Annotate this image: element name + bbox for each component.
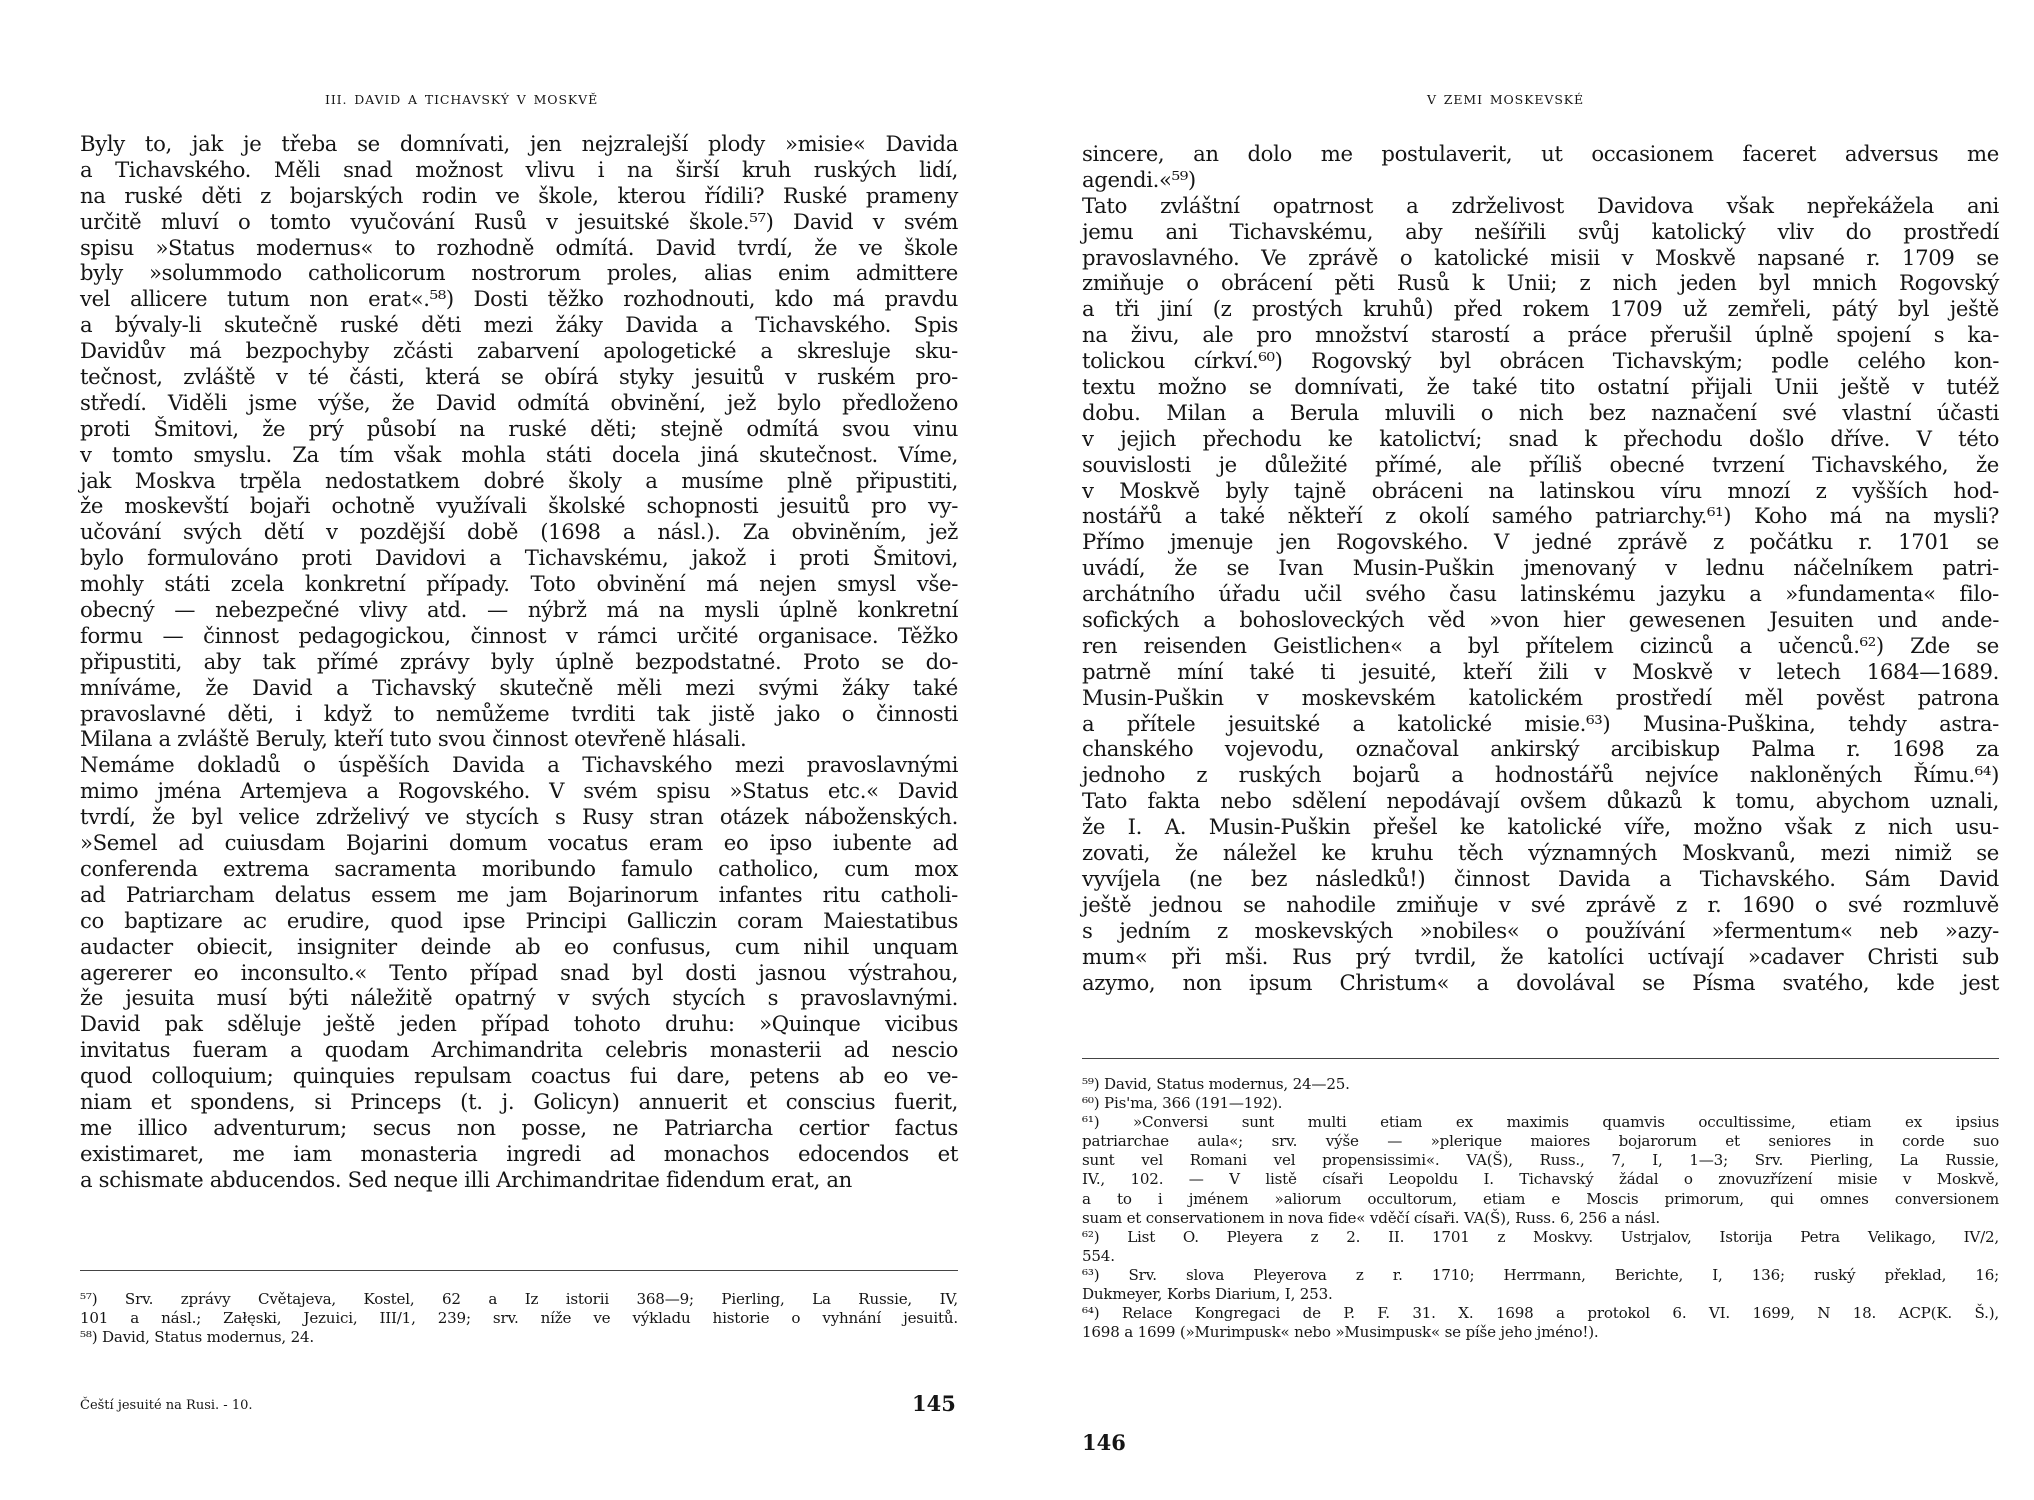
text-line: audacter obiecit, insigniter deinde ab eo confusus, cum nihil unquam — [80, 933, 958, 959]
text-line: azymo, non ipsum Christum« a dovolával se Písma svatého, kde jest — [1082, 969, 1999, 995]
text-line: připustiti, aby tak přímé zprávy byly úplně bezpodstatné. Proto se do- — [80, 648, 958, 674]
text-line: a Tichavského. Měli snad možnost vlivu i na širší kruh ruských lidí, — [80, 156, 958, 182]
text-line: s jedním z moskevských »nobiles« o používání »fermentum« neb »azy- — [1082, 917, 1999, 943]
footnote-line: a to i jménem »aliorum occultorum, etiam e Moscis primorum, qui omnes conversionem — [1082, 1189, 1999, 1208]
text-line: učování svých dětí v pozdější době (1698 a násl.). Za obviněním, jež — [80, 519, 958, 545]
text-line: souvislosti je důležité přímé, ale příliš obecné tvrzení Tichavského, že — [1082, 451, 1999, 477]
text-line: me illico adventurum; secus non posse, ne Patriarcha certior factus — [80, 1114, 958, 1140]
footnote-line: ⁶⁴) Relace Kongregaci de P. F. 31. X. 1698 a protokol 6. VI. 1699, N 18. ACP(K. Š.), — [1082, 1304, 1999, 1323]
text-line: středí. Viděli jsme výše, že David odmítá obvinění, jež bylo předloženo — [80, 389, 958, 415]
text-line: vel allicere tutum non erat«.⁵⁸) Dosti těžko rozhodnouti, kdo má pravdu — [80, 286, 958, 312]
text-line: že jesuita musí býti náležitě opatrný v svých stycích s pravoslavnými. — [80, 985, 958, 1011]
footnote-line: ⁵⁸) David, Status modernus, 24. — [80, 1328, 315, 1347]
text-line: formu — činnost pedagogickou, činnost v rámci určité organisace. Těžko — [80, 622, 958, 648]
footnote-rule — [80, 1270, 958, 1271]
text-line: mohly státi zcela konkretní případy. Toto obvinění má nejen smysl vše- — [80, 571, 958, 597]
text-line: že moskevští bojaři ochotně využívali školské schopnosti jesuitů pro vy- — [80, 493, 958, 519]
text-line: textu možno se domnívati, že také tito ostatní přijali Unii ještě v tutéž — [1082, 374, 1999, 400]
text-line: a schismate abducendos. Sed neque illi Archimandritae fidendum erat, an — [80, 1166, 852, 1192]
text-line: uvádí, že se Ivan Musin-Puškin jmenovaný v lednu náčelníkem patri- — [1082, 555, 1999, 581]
text-line: proti Šmitovi, že prý působí na ruské děti; stejně odmítá svou vinu — [80, 415, 958, 441]
footnotes — [1082, 1075, 1999, 1342]
text-line: jak Moskva trpěla nedostatkem dobré školy a musíme plně připustiti, — [80, 467, 958, 493]
text-line: sofických a bohosloveckých věd »von hier gewesenen Jesuiten und ande- — [1082, 607, 1999, 633]
text-line: agererer eo inconsulto.« Tento případ snad byl dosti jasnou výstrahou, — [80, 959, 958, 985]
text-line: zovati, že náležel ke kruhu těch významných Moskvanů, mezi nimiž se — [1082, 840, 1999, 866]
text-line: nostářů a také někteří z okolí samého patriarchy.⁶¹) Koho má na mysli? — [1082, 503, 1999, 529]
text-line: na ruské děti z bojarských rodin ve škole, kterou řídili? Ruské prameny — [80, 182, 958, 208]
text-line: conferenda extrema sacramenta moribundo famulo catholico, cum mox — [80, 855, 958, 881]
footnote-line: suam et conservationem in nova fide« vděčí císaři. VA(Š), Russ. 6, 256 a násl. — [1082, 1208, 1660, 1227]
text-line: »Semel ad cuiusdam Bojarini domum vocatus eram eo ipso iubente ad — [80, 830, 958, 856]
footnote-line: patriarchae aula«; srv. výše — »plerique maiores bojarorum et seniores in corde suo — [1082, 1132, 1999, 1151]
text-line: v tomto smyslu. Za tím však mohla státi docela jiná skutečnost. Víme, — [80, 441, 958, 467]
text-line: Tato zvláštní opatrnost a zdrželivost Davidova však nepřekážela ani — [1082, 192, 1999, 218]
text-line: sincere, an dolo me postulaverit, ut occasionem faceret adversus me — [1082, 141, 1999, 166]
text-line: Davidův má bezpochyby zčásti zabarvení apologetické a skresluje sku- — [80, 338, 958, 364]
footnote-line: 1698 a 1699 (»Murimpusk« nebo »Musimpusk« se píše jeho jméno!). — [1082, 1323, 1599, 1342]
text-line: bylo formulováno proti Davidovi a Tichavskému, jakož i proti Šmitovi, — [80, 545, 958, 571]
text-line: quod colloquium; quinquies repulsam coactus fui dare, petens ab eo ve- — [80, 1063, 958, 1089]
text-line: na živu, ale pro množství starostí a práce přerušil úplně spojení s ka- — [1082, 322, 1999, 348]
text-line: byly »solummodo catholicorum nostrorum proles, alias enim admittere — [80, 260, 958, 286]
text-line: ad Patriarcham delatus essem me jam Bojarinorum infantes ritu catholi- — [80, 881, 958, 907]
footnote-line: 101 a násl.; Załęski, Jezuici, III/1, 239; srv. níže ve výkladu historie o vyhnání jesuitů. — [80, 1309, 958, 1328]
text-line: co baptizare ac erudire, quod ipse Principi Galliczin coram Maiestatibus — [80, 907, 958, 933]
text-line: spisu »Status modernus« to rozhodně odmítá. David tvrdí, že ve škole — [80, 234, 958, 260]
text-line: v jejich přechodu ke katolictví; snad k přechodu došlo dříve. V této — [1082, 425, 1999, 451]
right-page — [1017, 0, 2034, 1500]
footnote-line: IV., 102. — V listě císaři Leopoldu I. Tichavský žádal o znovuzřízení misie v Moskvě, — [1082, 1170, 1999, 1189]
text-line: tvrdí, že byl velice zdrželivý ve stycích s Rusy stran otázek náboženských. — [80, 804, 958, 830]
text-line: agendi.«⁵⁹) — [1082, 166, 1196, 192]
text-line: a přítele jesuitské a katolické misie.⁶³) Musina-Puškina, tehdy astra- — [1082, 710, 1999, 736]
text-line: Byly to, jak je třeba se domnívati, jen nejzralejší plody »misie« Davida — [80, 131, 958, 156]
text-line: invitatus fueram a quodam Archimandrita celebris monasterii ad nescio — [80, 1037, 958, 1063]
footnote-line: sunt vel Romani vel propensissimi«. VA(Š), Russ., 7, I, 1—3; Srv. Pierling, La Russie, — [1082, 1151, 1999, 1170]
footnote-rule — [1082, 1058, 1999, 1059]
text-line: ren reisenden Geistlichen« a byl přítelem cizinců a učenců.⁶²) Zde se — [1082, 632, 1999, 658]
text-line: mum« při mši. Rus prý tvrdil, že katolíci uctívají »cadaver Christi sub — [1082, 943, 1999, 969]
text-line: David pak sděluje ještě jeden případ tohoto druhu: »Quinque vicibus — [80, 1011, 958, 1037]
page-number: 146 — [1082, 1430, 1126, 1455]
text-line: existimaret, me iam monasteria ingredi ad monachos edocendos et — [80, 1140, 958, 1166]
text-line: archátního úřadu učil svého času latinskému jazyku a »fundamenta« filo- — [1082, 581, 1999, 607]
running-head: III. DAVID A TICHAVSKÝ V MOSKVĚ — [325, 92, 599, 107]
text-line: v Moskvě byly tajně obráceni na latinskou víru mnozí z vyšších hod- — [1082, 477, 1999, 503]
text-line: patrně míní také ti jesuité, kteří žili v Moskvě v letech 1684—1689. — [1082, 658, 1999, 684]
text-line: jednoho z ruských bojarů a hodnostářů nejvíce nakloněných Římu.⁶⁴) — [1082, 762, 1999, 788]
body-text — [80, 131, 958, 1193]
text-line: Musin-Puškin v moskevském katolickém prostředí měl pověst patrona — [1082, 684, 1999, 710]
running-head: V ZEMI MOSKEVSKÉ — [1427, 92, 1585, 107]
text-line: dobu. Milan a Berula mluvili o nich bez naznačení své vlastní účasti — [1082, 399, 1999, 425]
footnote-line: ⁵⁷) Srv. zprávy Cvětajeva, Kostel, 62 a Iz istorii 368—9; Pierling, La Russie, IV, — [80, 1290, 958, 1308]
text-line: obecný — nebezpečné vlivy atd. — nýbrž má na mysli úplně konkretní — [80, 597, 958, 623]
text-line: tolickou církví.⁶⁰) Rogovský byl obrácen Tichavským; podle celého kon- — [1082, 348, 1999, 374]
footnote-line: ⁶⁰) Pis'ma, 366 (191—192). — [1082, 1094, 1283, 1113]
footnote-line: Dukmeyer, Korbs Diarium, I, 253. — [1082, 1285, 1333, 1304]
text-line: chanského vojevodu, označoval ankirský arcibiskup Palma r. 1698 za — [1082, 736, 1999, 762]
footnotes — [80, 1290, 958, 1347]
text-line: zmiňuje o obrácení pěti Rusů k Unii; z nich jeden byl mnich Rogovský — [1082, 270, 1999, 296]
text-line: Tato fakta nebo sdělení nepodávají ovšem důkazů k tomu, abychom uznali, — [1082, 788, 1999, 814]
text-line: ještě jednou se nahodile zmiňuje v své zprávě z r. 1690 o své rozmluvě — [1082, 891, 1999, 917]
footnote-line: ⁵⁹) David, Status modernus, 24—25. — [1082, 1075, 1350, 1093]
text-line: a bývaly-li skutečně ruské děti mezi žáky Davida a Tichavského. Spis — [80, 312, 958, 338]
text-line: jemu ani Tichavskému, aby nešířili svůj katolický vliv do prostředí — [1082, 218, 1999, 244]
text-line: Přímo jmenuje jen Rogovského. V jedné zprávě z počátku r. 1701 se — [1082, 529, 1999, 555]
text-line: pravoslavného. Ve zprávě o katolické misii v Moskvě napsané r. 1709 se — [1082, 244, 1999, 270]
text-line: a tři jiní (z prostých kruhů) před rokem 1709 už zemřeli, pátý byl ještě — [1082, 296, 1999, 322]
body-text — [1082, 141, 1999, 995]
text-line: Milana a zvláště Beruly, kteří tuto svou činnost otevřeně hlásali. — [80, 726, 747, 752]
text-line: pravoslavné děti, i když to nemůžeme tvrditi tak jistě jako o činnosti — [80, 700, 958, 726]
footnote-line: ⁶³) Srv. slova Pleyerova z r. 1710; Herrmann, Berichte, I, 136; ruský překlad, 16; — [1082, 1265, 1999, 1284]
printer-signature: Čeští jesuité na Rusi. - 10. — [80, 1398, 253, 1413]
text-line: niam et spondens, si Princeps (t. j. Golicyn) annuerit et conscius fuerit, — [80, 1088, 958, 1114]
footnote-line: ⁶¹) »Conversi sunt multi etiam ex maximis quamvis occultissime, etiam ex ipsius — [1082, 1113, 1999, 1132]
text-line: že I. A. Musin-Puškin přešel ke katolické víře, možno však z nich usu- — [1082, 814, 1999, 840]
text-line: mníváme, že David a Tichavský skutečně měli mezi svými žáky také — [80, 674, 958, 700]
text-line: vyvíjela (ne bez následků!) činnost Davida a Tichavského. Sám David — [1082, 865, 1999, 891]
footnote-line: ⁶²) List O. Pleyera z 2. II. 1701 z Moskvy. Ustrjalov, Istorija Petra Velikago, IV/2, — [1082, 1227, 1999, 1246]
footnote-line: 554. — [1082, 1246, 1115, 1265]
text-line: Nemáme dokladů o úspěších Davida a Tichavského mezi pravoslavnými — [80, 752, 958, 778]
text-line: určitě mluví o tomto vyučování Rusů v jesuitské škole.⁵⁷) David v svém — [80, 208, 958, 234]
text-line: mimo jména Artemjeva a Rogovského. V svém spisu »Status etc.« David — [80, 778, 958, 804]
text-line: tečnost, zvláště v té části, která se obírá styky jesuitů v ruském pro- — [80, 364, 958, 390]
page-number: 145 — [912, 1391, 956, 1416]
